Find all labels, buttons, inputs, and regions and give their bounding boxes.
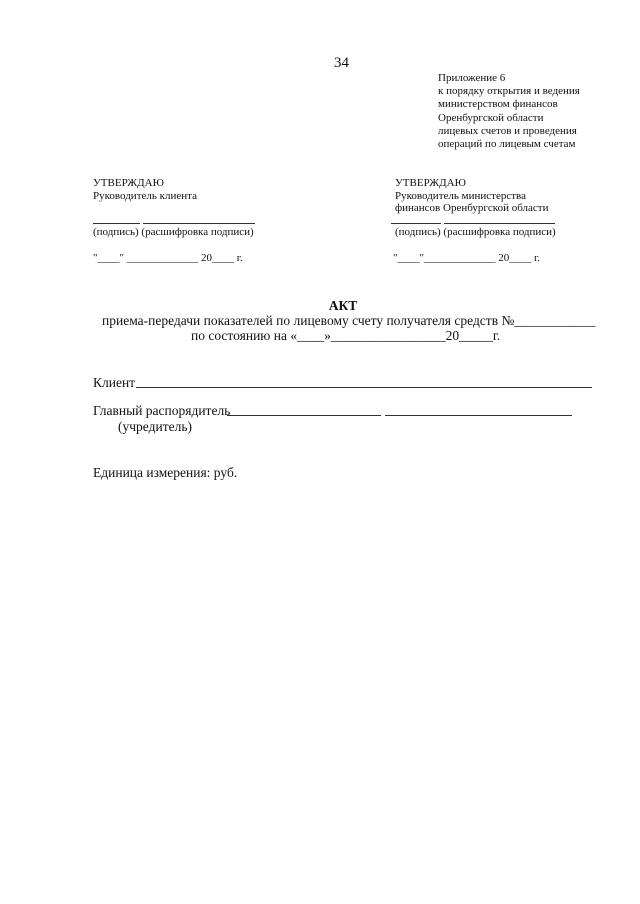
appendix-line: министерством финансов bbox=[438, 98, 558, 111]
appendix-note bbox=[438, 72, 580, 151]
approve-right-position: финансов Оренбургской области bbox=[395, 202, 549, 215]
appendix-line: лицевых счетов и проведения bbox=[438, 124, 577, 137]
approve-left-block bbox=[93, 177, 197, 202]
page-number: 34 bbox=[334, 55, 349, 71]
founder-label: (учредитель) bbox=[118, 419, 192, 434]
main-manager-line bbox=[227, 415, 381, 416]
act-as-of-date: по состоянию на «____»_________________20_____г. bbox=[191, 328, 501, 343]
signature-line-left bbox=[93, 223, 140, 224]
appendix-line: к порядку открытия и ведения bbox=[438, 85, 580, 98]
signature-caption-right: (подпись) (расшифровка подписи) bbox=[395, 226, 556, 238]
signature-decode-line-right bbox=[444, 223, 555, 224]
date-line-right: "____"_____________ 20____ г. bbox=[393, 252, 541, 264]
client-label: Клиент bbox=[93, 375, 136, 390]
main-manager-label: Главный распорядитель bbox=[93, 403, 231, 418]
approve-left-position: Руководитель клиента bbox=[93, 189, 197, 202]
appendix-line: Оренбургской области bbox=[438, 111, 544, 124]
act-title: АКТ bbox=[328, 298, 358, 313]
act-subtitle: приема-передачи показателей по лицевому счету получателя средств №____________ bbox=[102, 313, 596, 328]
approve-right-position: Руководитель министерства bbox=[395, 189, 526, 202]
approve-right-block bbox=[395, 177, 548, 215]
date-line-left: "____" _____________ 20____ г. bbox=[93, 252, 243, 264]
signature-line-right bbox=[391, 223, 441, 224]
appendix-line: операций по лицевым счетам bbox=[438, 138, 576, 151]
signature-decode-line-left bbox=[143, 223, 255, 224]
approve-left-heading: УТВЕРЖДАЮ bbox=[93, 177, 164, 189]
unit-label: Единица измерения: руб. bbox=[93, 465, 238, 480]
signature-caption-left: (подпись) (расшифровка подписи) bbox=[93, 226, 254, 238]
client-line bbox=[136, 387, 592, 388]
approve-right-heading: УТВЕРЖДАЮ bbox=[395, 177, 466, 189]
main-manager-line-2 bbox=[385, 415, 572, 416]
appendix-line: Приложение 6 bbox=[438, 72, 506, 84]
